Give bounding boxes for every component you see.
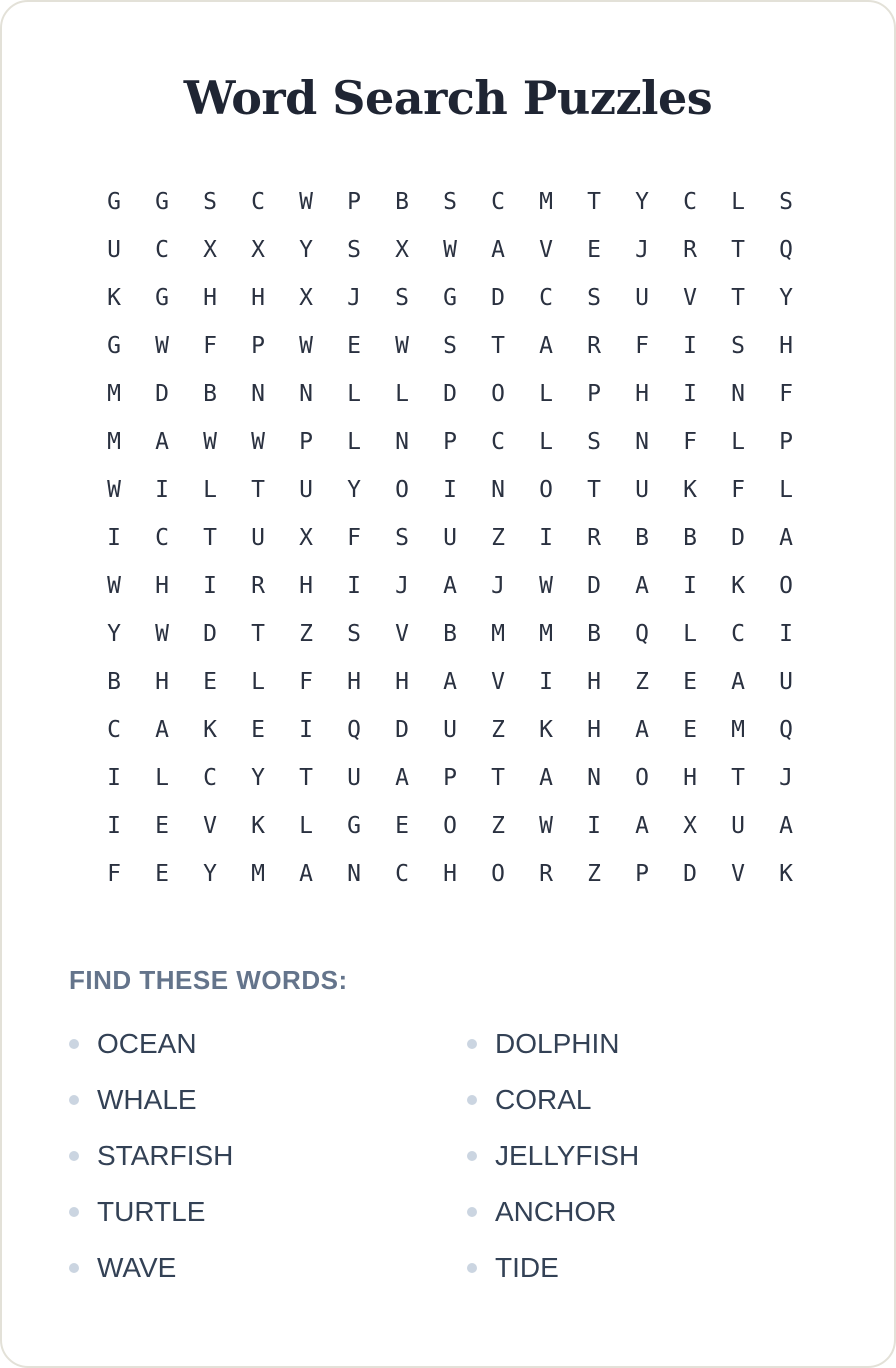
grid-cell[interactable]: I <box>155 477 169 503</box>
grid-cell[interactable]: J <box>395 573 409 599</box>
grid-cell[interactable]: N <box>731 381 745 407</box>
grid-cell[interactable]: U <box>779 669 793 695</box>
grid-cell[interactable]: H <box>779 333 793 359</box>
grid-cell[interactable]: G <box>347 813 361 839</box>
word-label: TURTLE <box>97 1196 206 1227</box>
grid-cell[interactable]: R <box>683 237 697 263</box>
grid-cell[interactable]: A <box>635 573 649 599</box>
grid-cell[interactable]: H <box>443 861 457 887</box>
grid-cell[interactable]: B <box>443 621 457 647</box>
grid-cell[interactable]: Y <box>107 621 121 647</box>
grid-cell[interactable]: E <box>155 861 169 887</box>
word-label: DOLPHIN <box>495 1028 620 1059</box>
grid-cell[interactable]: A <box>443 669 457 695</box>
grid-cell[interactable]: L <box>155 765 169 791</box>
grid-cell[interactable]: I <box>107 765 121 791</box>
grid-cell[interactable]: D <box>155 381 169 407</box>
grid-cell[interactable]: D <box>443 381 457 407</box>
grid-cell[interactable]: K <box>251 813 265 839</box>
grid-cell[interactable]: H <box>203 285 217 311</box>
grid-cell[interactable]: A <box>299 861 313 887</box>
grid-cell[interactable]: U <box>443 525 457 551</box>
grid-cell[interactable]: L <box>203 477 217 503</box>
grid-cell[interactable]: J <box>491 573 505 599</box>
grid-cell[interactable]: P <box>299 429 313 455</box>
grid-cell[interactable]: L <box>299 813 313 839</box>
grid-cell[interactable]: X <box>203 237 217 263</box>
grid-cell[interactable]: I <box>203 573 217 599</box>
bullet-icon <box>69 1039 79 1049</box>
grid-cell[interactable]: W <box>539 813 553 839</box>
grid-cell[interactable]: R <box>587 525 601 551</box>
grid-cell[interactable]: L <box>539 381 553 407</box>
grid-cell[interactable]: N <box>299 381 313 407</box>
grid-cell[interactable]: I <box>587 813 601 839</box>
grid-cell[interactable]: I <box>107 525 121 551</box>
grid-cell[interactable]: U <box>299 477 313 503</box>
grid-cell[interactable]: S <box>587 285 601 311</box>
grid-cell[interactable]: K <box>107 285 121 311</box>
grid-cell[interactable]: M <box>107 381 121 407</box>
grid-cell[interactable]: H <box>587 669 601 695</box>
grid-cell[interactable]: P <box>635 861 649 887</box>
grid-cell[interactable]: S <box>779 189 793 215</box>
word-label: TIDE <box>495 1252 559 1283</box>
grid-cell[interactable]: I <box>443 477 457 503</box>
grid-cell[interactable]: D <box>731 525 745 551</box>
grid-cell[interactable]: I <box>779 621 793 647</box>
grid-cell[interactable]: P <box>251 333 265 359</box>
grid-cell[interactable]: T <box>731 285 745 311</box>
bullet-icon <box>467 1095 477 1105</box>
grid-cell[interactable]: F <box>683 429 697 455</box>
grid-cell[interactable]: O <box>443 813 457 839</box>
grid-cell[interactable]: H <box>251 285 265 311</box>
grid-cell[interactable]: B <box>635 525 649 551</box>
grid-cell[interactable]: F <box>347 525 361 551</box>
grid-cell[interactable]: N <box>395 429 409 455</box>
grid-cell[interactable]: J <box>347 285 361 311</box>
grid-cell[interactable]: T <box>203 525 217 551</box>
grid-cell[interactable]: F <box>635 333 649 359</box>
grid-cell[interactable]: M <box>251 861 265 887</box>
grid-cell[interactable]: T <box>731 765 745 791</box>
grid-cell[interactable]: P <box>347 189 361 215</box>
grid-cell[interactable]: H <box>635 381 649 407</box>
grid-cell[interactable]: O <box>395 477 409 503</box>
grid-cell[interactable]: B <box>587 621 601 647</box>
grid-cell[interactable]: N <box>347 861 361 887</box>
grid-cell[interactable]: C <box>155 525 169 551</box>
grid-cell[interactable]: B <box>395 189 409 215</box>
grid-cell[interactable]: K <box>203 717 217 743</box>
grid-cell[interactable]: S <box>203 189 217 215</box>
grid-cell[interactable]: S <box>587 429 601 455</box>
grid-cell[interactable]: T <box>299 765 313 791</box>
grid-cell[interactable]: W <box>539 573 553 599</box>
grid-cell[interactable]: H <box>395 669 409 695</box>
grid-cell[interactable]: F <box>779 381 793 407</box>
grid-cell[interactable]: I <box>107 813 121 839</box>
grid-cell[interactable]: C <box>539 285 553 311</box>
grid-cell[interactable]: A <box>491 237 505 263</box>
grid-cell[interactable]: Y <box>635 189 649 215</box>
grid-cell[interactable]: C <box>395 861 409 887</box>
grid-cell[interactable]: L <box>251 669 265 695</box>
grid-cell[interactable]: R <box>539 861 553 887</box>
grid-cell[interactable]: Q <box>347 717 361 743</box>
grid-cell[interactable]: E <box>683 717 697 743</box>
grid-cell[interactable]: I <box>539 525 553 551</box>
grid-cell[interactable]: L <box>779 477 793 503</box>
grid-cell[interactable]: N <box>251 381 265 407</box>
grid-cell[interactable]: U <box>635 477 649 503</box>
grid-cell[interactable]: C <box>491 189 505 215</box>
grid-cell[interactable]: L <box>395 381 409 407</box>
grid-cell[interactable]: Z <box>587 861 601 887</box>
grid-cell[interactable]: L <box>347 381 361 407</box>
grid-cell[interactable]: P <box>779 429 793 455</box>
grid-cell[interactable]: O <box>779 573 793 599</box>
grid-cell[interactable]: S <box>443 189 457 215</box>
grid-cell[interactable]: P <box>587 381 601 407</box>
grid-cell[interactable]: B <box>107 669 121 695</box>
word-label: JELLYFISH <box>495 1140 640 1171</box>
grid-cell[interactable]: A <box>635 813 649 839</box>
grid-cell[interactable]: C <box>683 189 697 215</box>
grid-cell[interactable]: U <box>251 525 265 551</box>
grid-cell[interactable]: X <box>683 813 697 839</box>
grid-cell[interactable]: W <box>395 333 409 359</box>
grid-cell[interactable]: K <box>731 573 745 599</box>
grid-cell[interactable]: G <box>155 285 169 311</box>
grid-cell[interactable]: Z <box>491 813 505 839</box>
grid-cell[interactable]: U <box>107 237 121 263</box>
grid-cell[interactable]: Y <box>779 285 793 311</box>
grid-cell[interactable]: C <box>731 621 745 647</box>
grid-cell[interactable]: V <box>539 237 553 263</box>
grid-cell[interactable]: W <box>155 621 169 647</box>
word-list <box>2 1016 894 1306</box>
grid-cell[interactable]: A <box>539 333 553 359</box>
grid-cell[interactable]: A <box>635 717 649 743</box>
grid-cell[interactable]: B <box>683 525 697 551</box>
grid-cell[interactable]: G <box>107 333 121 359</box>
grid-cell[interactable]: D <box>683 861 697 887</box>
grid-cell[interactable]: V <box>203 813 217 839</box>
grid-cell[interactable]: F <box>299 669 313 695</box>
grid-cell[interactable]: W <box>107 477 121 503</box>
grid-cell[interactable]: B <box>203 381 217 407</box>
word-label: STARFISH <box>97 1140 234 1171</box>
grid-cell[interactable]: A <box>443 573 457 599</box>
bullet-icon <box>69 1095 79 1105</box>
grid-cell[interactable]: T <box>587 477 601 503</box>
grid-cell[interactable]: Z <box>635 669 649 695</box>
grid-cell[interactable]: S <box>395 525 409 551</box>
grid-cell[interactable]: P <box>443 429 457 455</box>
grid-cell[interactable]: Y <box>347 477 361 503</box>
grid-cell[interactable]: D <box>203 621 217 647</box>
word-label: CORAL <box>495 1084 592 1115</box>
grid-cell[interactable]: E <box>395 813 409 839</box>
grid-cell[interactable]: V <box>395 621 409 647</box>
grid-cell[interactable]: Y <box>203 861 217 887</box>
grid-cell[interactable]: W <box>443 237 457 263</box>
grid-cell[interactable]: R <box>587 333 601 359</box>
grid-cell[interactable]: I <box>683 381 697 407</box>
grid-cell[interactable]: M <box>731 717 745 743</box>
grid-cell[interactable]: G <box>107 189 121 215</box>
grid-cell[interactable]: Z <box>299 621 313 647</box>
grid-cell[interactable]: K <box>539 717 553 743</box>
grid-cell[interactable]: J <box>635 237 649 263</box>
bullet-icon <box>467 1039 477 1049</box>
grid-cell[interactable]: N <box>635 429 649 455</box>
bullet-icon <box>69 1263 79 1273</box>
grid-cell[interactable]: K <box>683 477 697 503</box>
grid-cell[interactable]: S <box>347 237 361 263</box>
grid-cell[interactable]: Y <box>299 237 313 263</box>
grid-cell[interactable]: T <box>587 189 601 215</box>
grid-cell[interactable]: H <box>347 669 361 695</box>
grid-cell[interactable]: T <box>491 333 505 359</box>
grid-cell[interactable]: W <box>155 333 169 359</box>
grid-cell[interactable]: S <box>347 621 361 647</box>
grid-cell[interactable]: U <box>443 717 457 743</box>
grid-cell[interactable]: J <box>779 765 793 791</box>
grid-cell[interactable]: C <box>491 429 505 455</box>
grid-cell[interactable]: U <box>731 813 745 839</box>
grid-cell[interactable]: A <box>395 765 409 791</box>
bullet-icon <box>467 1263 477 1273</box>
grid-cell[interactable]: E <box>155 813 169 839</box>
grid-cell[interactable]: E <box>587 237 601 263</box>
grid-cell[interactable]: I <box>347 573 361 599</box>
grid-cell[interactable]: V <box>683 285 697 311</box>
grid-cell[interactable]: I <box>299 717 313 743</box>
word-label: OCEAN <box>97 1028 197 1059</box>
grid-cell[interactable]: W <box>299 189 313 215</box>
grid-cell[interactable]: X <box>251 237 265 263</box>
grid-cell[interactable]: E <box>251 717 265 743</box>
grid-cell[interactable]: X <box>299 525 313 551</box>
grid-cell[interactable]: G <box>155 189 169 215</box>
grid-cell[interactable]: L <box>731 189 745 215</box>
grid-cell[interactable]: H <box>587 717 601 743</box>
grid-cell[interactable]: H <box>683 765 697 791</box>
bullet-icon <box>467 1151 477 1161</box>
grid-cell[interactable]: M <box>107 429 121 455</box>
grid-cell[interactable]: U <box>347 765 361 791</box>
grid-cell[interactable]: W <box>299 333 313 359</box>
grid-cell[interactable]: T <box>491 765 505 791</box>
grid-cell[interactable]: D <box>491 285 505 311</box>
grid-cell[interactable]: V <box>731 861 745 887</box>
grid-cell[interactable]: C <box>107 717 121 743</box>
grid-cell[interactable]: I <box>683 333 697 359</box>
grid-cell[interactable]: A <box>779 813 793 839</box>
grid-cell[interactable]: X <box>395 237 409 263</box>
grid-cell[interactable]: A <box>155 429 169 455</box>
grid-cell[interactable]: L <box>347 429 361 455</box>
grid-cell[interactable]: O <box>635 765 649 791</box>
grid-cell[interactable]: S <box>731 333 745 359</box>
grid-cell[interactable]: V <box>491 669 505 695</box>
grid-cell[interactable]: M <box>539 189 553 215</box>
grid-cell[interactable]: I <box>683 573 697 599</box>
grid-cell[interactable]: D <box>587 573 601 599</box>
grid-cell[interactable]: C <box>251 189 265 215</box>
grid-cell[interactable]: K <box>779 861 793 887</box>
grid-cell[interactable]: E <box>683 669 697 695</box>
bullet-icon <box>467 1207 477 1217</box>
grid-cell[interactable]: A <box>155 717 169 743</box>
grid-cell[interactable]: L <box>539 429 553 455</box>
grid-cell[interactable]: O <box>539 477 553 503</box>
page-title: Word Search Puzzles <box>183 71 713 125</box>
grid-cell[interactable]: R <box>251 573 265 599</box>
grid-cell[interactable]: Z <box>491 525 505 551</box>
grid-cell[interactable]: O <box>491 381 505 407</box>
grid-cell[interactable]: L <box>683 621 697 647</box>
grid-cell[interactable]: H <box>155 669 169 695</box>
grid-cell[interactable]: A <box>731 669 745 695</box>
grid-cell[interactable]: E <box>203 669 217 695</box>
grid-cell[interactable]: F <box>203 333 217 359</box>
grid-cell[interactable]: Q <box>635 621 649 647</box>
grid-cell[interactable]: X <box>299 285 313 311</box>
grid-cell[interactable]: F <box>107 861 121 887</box>
grid-cell[interactable]: M <box>539 621 553 647</box>
grid-cell[interactable]: N <box>491 477 505 503</box>
grid-cell[interactable]: D <box>395 717 409 743</box>
grid-cell[interactable]: T <box>251 621 265 647</box>
grid-cell[interactable]: W <box>203 429 217 455</box>
letter-grid <box>90 178 810 898</box>
grid-cell[interactable]: A <box>539 765 553 791</box>
grid-cell[interactable]: G <box>443 285 457 311</box>
grid-cell[interactable]: N <box>587 765 601 791</box>
word-label: WHALE <box>97 1084 197 1115</box>
grid-cell[interactable]: I <box>539 669 553 695</box>
grid-cell[interactable]: H <box>299 573 313 599</box>
grid-cell[interactable]: E <box>347 333 361 359</box>
grid-cell[interactable]: A <box>779 525 793 551</box>
grid-cell[interactable]: T <box>731 237 745 263</box>
grid-cell[interactable]: W <box>107 573 121 599</box>
grid-cell[interactable]: Q <box>779 237 793 263</box>
grid-cell[interactable]: P <box>443 765 457 791</box>
word-label: WAVE <box>97 1252 177 1283</box>
find-words-heading: FIND THESE WORDS: <box>69 965 348 995</box>
grid-cell[interactable]: Z <box>491 717 505 743</box>
bullet-icon <box>69 1207 79 1217</box>
grid-cell[interactable]: O <box>491 861 505 887</box>
grid-cell[interactable]: U <box>635 285 649 311</box>
grid-cell[interactable]: Q <box>779 717 793 743</box>
grid-cell[interactable]: F <box>731 477 745 503</box>
grid-cell[interactable]: H <box>155 573 169 599</box>
grid-cell[interactable]: C <box>203 765 217 791</box>
word-label: ANCHOR <box>495 1196 617 1227</box>
grid-cell[interactable]: L <box>731 429 745 455</box>
grid-cell[interactable]: T <box>251 477 265 503</box>
grid-cell[interactable]: M <box>491 621 505 647</box>
grid-cell[interactable]: Y <box>251 765 265 791</box>
grid-cell[interactable]: S <box>443 333 457 359</box>
grid-cell[interactable]: S <box>395 285 409 311</box>
grid-cell[interactable]: W <box>251 429 265 455</box>
grid-cell[interactable]: C <box>155 237 169 263</box>
bullet-icon <box>69 1151 79 1161</box>
